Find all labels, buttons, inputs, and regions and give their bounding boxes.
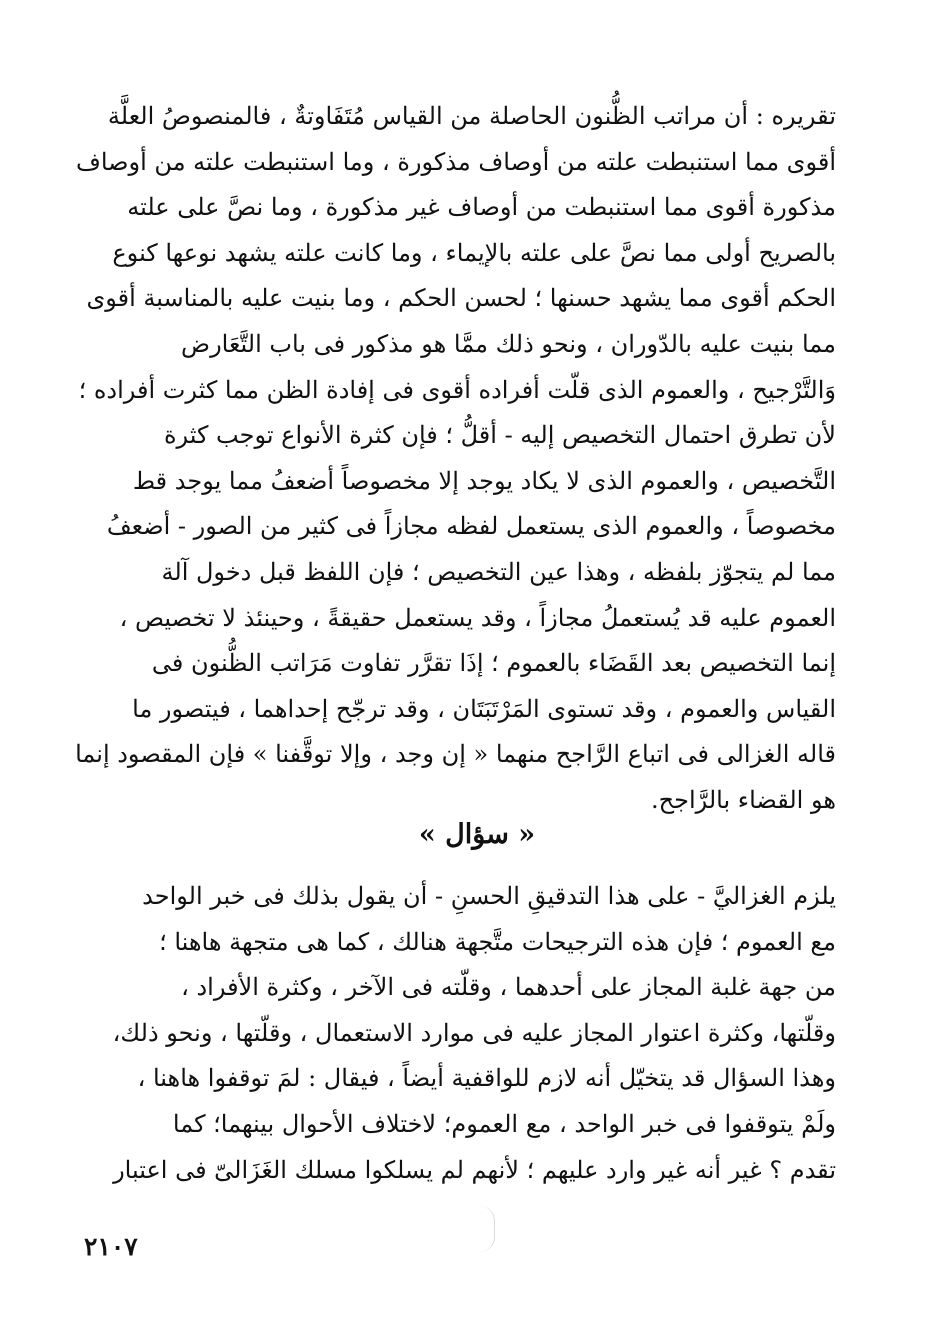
section-heading: « سؤال »	[418, 819, 536, 850]
paragraph-2	[112, 874, 836, 1193]
text-line: هو القضاء بالرَّاجح.	[650, 785, 836, 814]
secondary-text-block	[112, 874, 836, 1193]
page-number: ٢١٠٧	[84, 1232, 138, 1261]
text-line: التَّخصيص ، والعموم الذى لا يكاد يوجد إلا مخصوصاً أضعفُ مما يوجد قط	[132, 466, 836, 495]
text-line: أقوى مما استنبطت علته من أوصاف مذكورة ، وما استنبطت علته من أوصاف	[75, 147, 836, 176]
text-line: وهذا السؤال قد يتخيّل أنه لازم للواقفية أيضاً ، فيقال : لمَ توقفوا هاهنا ،	[137, 1064, 836, 1093]
text-line: مخصوصاً ، والعموم الذى يستعمل لفظه مجازاً فى كثير من الصور - أضعفُ	[106, 512, 836, 541]
text-line: إنما التخصيص بعد القَضَاء بالعموم ؛ إذَا تقرَّر تفاوت مَرَاتب الظُّنون فى	[151, 649, 836, 678]
text-line: القياس والعموم ، وقد تستوى المَرْتَبَتَان ، وقد ترجّح إحداهما ، فيتصور ما	[132, 694, 836, 723]
text-line: مذكورة أقوى مما استنبطت من أوصاف غير مذكورة ، وما نصَّ على علته	[127, 193, 836, 222]
text-line: مما بنيت عليه بالدّوران ، ونحو ذلك ممَّا هو مذكور فى باب التَّعَارض	[181, 329, 836, 358]
text-line: من جهة غلبة المجاز على أحدهما ، وقلّته فى الآخر ، وكثرة الأفراد ،	[181, 973, 836, 1002]
text-line: ولَمْ يتوقفوا فى خبر الواحد ، مع العموم؛ لاختلاف الأحوال بينهما؛ كما	[172, 1109, 836, 1138]
main-text-block	[75, 94, 836, 824]
text-line: يلزم الغزاليَّ - على هذا التدقيقِ الحسنِ - أن يقول بذلك فى خبر الواحد	[142, 882, 836, 910]
text-line: مما لم يتجوّز بلفظه ، وهذا عين التخصيص ؛ فإن اللفظ قبل دخول آلة	[161, 557, 836, 586]
text-line: الحكم أقوى مما يشهد حسنها ؛ لحسن الحكم ، وما بنيت عليه بالمناسبة أقوى	[86, 284, 836, 313]
text-line: وَالتَّرْجيح ، والعموم الذى قلّت أفراده أقوى فى إفادة الظن مما كثرت أفراده ؛	[78, 375, 836, 404]
text-line: لأن تطرق احتمال التخصيص إليه - أقلُّ ؛ فإن كثرة الأنواع توجب كثرة	[163, 421, 836, 450]
paragraph-1	[75, 94, 836, 824]
text-line: العموم عليه قد يُستعملُ مجازاً ، وقد يستعمل حقيقةً ، وحينئذ لا تخصيص ،	[119, 603, 836, 632]
text-line: تقدم ؟ غير أنه غير وارد عليهم ؛ لأنهم لم يسلكوا مسلك الغَزَالىّ فى اعتبار	[113, 1155, 836, 1184]
text-line: وقلّتها، وكثرة اعتوار المجاز عليه فى موارد الاستعمال ، وقلّتها ، ونحو ذلك،	[112, 1018, 836, 1047]
text-line: تقريره : أن مراتب الظُّنون الحاصلة من القياس مُتَفَاوتةٌ ، فالمنصوصُ العلَّة	[107, 102, 836, 130]
text-line: مع العموم ؛ فإن هذه الترجيحات متَّجهة هنالك ، كما هى متجهة هاهنا ؛	[159, 927, 836, 956]
text-line: بالصريح أولى مما نصَّ على علته بالإيماء ، وما كانت علته يشهد نوعها كنوع	[112, 238, 836, 267]
text-line: قاله الغزالى فى اتباع الرَّاجح منهما « إن وجد ، وإلا توقَّفنا » فإن المقصود إنما	[75, 740, 836, 769]
scan-artifact	[480, 1206, 495, 1252]
